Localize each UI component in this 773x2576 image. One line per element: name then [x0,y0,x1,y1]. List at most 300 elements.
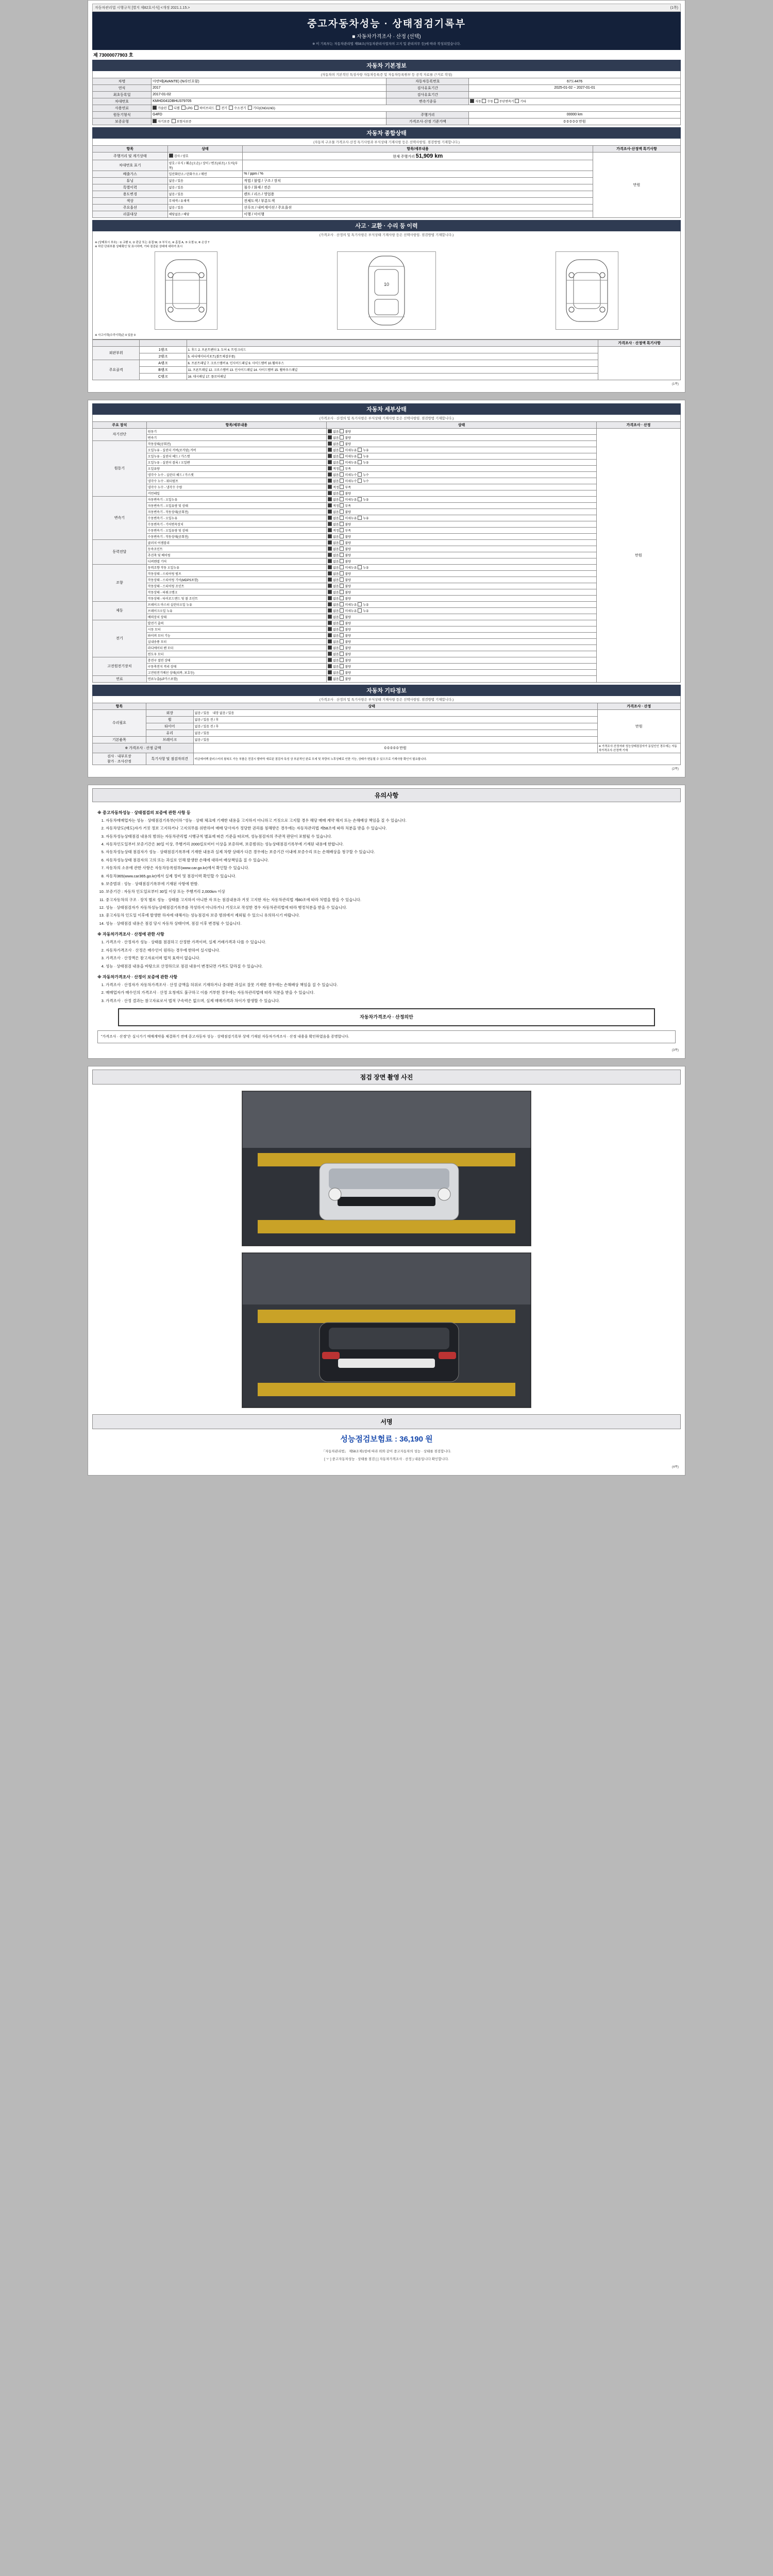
detail-item-5-0: 브레이크 마스터 실린더오일 누유 [146,601,326,607]
checkbox-detail-5-0-2[interactable] [358,602,362,606]
checkbox-detail-5-0-1[interactable] [340,602,344,606]
checkbox-detail-6-3-1[interactable] [340,639,344,643]
detail-state-opt-2-4-1: 불량 [345,523,351,527]
overall-item-6: 색상 [93,197,168,204]
notice-item: 1. 가격조사 · 산정자가 성능 · 상태를 점검하고 산정한 가격이며, 실제 거래가격과 다를 수 있습니다. [106,939,676,945]
checkbox-detail-6-3-0[interactable] [328,639,332,643]
table-row [93,171,681,177]
basic-key2-6: 가격조사·산정 기준가액 [386,118,469,125]
checkbox-detail-1-6-0[interactable] [328,479,332,483]
detail-state-opt-0-0-1: 불량 [345,430,351,434]
detail-state-opt-1-0-1: 불량 [345,443,351,446]
detail-state-8-0[interactable] [327,675,597,682]
checkbox-detail-1-7-1[interactable] [340,485,344,489]
table-row [93,614,681,620]
special-value[interactable]: 비금에어백 클러스터의 왕복도 가능 부품은 전검시 발바닥 새로된 점검자 특성 상 부분적인 완료 모세 및 차량의 노후상태로 인한 기능, 상태가 변동될 수 있으므로 기재사항 확인이 필요합니다. [193,753,680,765]
parts-col-price: 가격조사 · 산정액 특기사항 [598,340,681,346]
special-left-label [93,753,146,765]
table-row [93,657,681,663]
detail-state-1-2[interactable] [327,453,597,459]
opt-ev: 전기 [221,107,228,111]
detail-state-opt-6-4-0: 없음 [333,647,340,650]
checkbox-self-warranty[interactable] [153,119,157,123]
checkbox-detail-2-6-0[interactable] [328,534,332,538]
checkbox-detail-2-4-0[interactable] [328,522,332,526]
accident-history-note[interactable]: ※ 사고이력(수리이력)은 0 있음 0 [95,333,136,337]
detail-state-opt-6-0-1: 불량 [345,622,351,625]
section-etc-title: 자동차 기타정보 [92,685,681,696]
overall-detail-8[interactable]: 해당없음 / 해당 [167,211,243,217]
checkbox-detail-1-4-0[interactable] [328,466,332,470]
checkbox-detail-2-2-1[interactable] [340,510,344,514]
overall-item-4: 특별이력 [93,184,168,191]
detail-state-4-4[interactable] [327,589,597,595]
document-number-label: 제 [93,52,98,58]
checkbox-fuel-etc[interactable] [248,106,252,110]
checkbox-detail-7-0-0[interactable] [328,658,332,662]
photos-title: 점검 장면 촬영 사진 [92,1070,681,1084]
detail-state-opt-3-2-1: 불량 [345,554,351,557]
checkbox-detail-1-3-0[interactable] [328,460,332,464]
checkbox-detail-1-1-1[interactable] [340,448,344,452]
basic-val-2: 2017-01-02 [152,91,386,98]
checkbox-detail-4-2-0[interactable] [328,578,332,582]
checkbox-detail-4-0-2[interactable] [358,565,362,569]
detail-item-4-0: 동력조향 작동 오일누유 [146,564,326,570]
overall-detail-2[interactable]: 일산화탄소 / 탄화수소 / 매연 [167,171,243,177]
checkbox-detail-5-1-1[interactable] [340,608,344,613]
detail-state-1-3[interactable] [327,459,597,465]
detail-state-6-5[interactable] [327,651,597,657]
etc-sub-2: 타이어 [146,723,193,730]
detail-state-opt-1-2-0: 없음 [333,455,340,459]
table-row [93,105,681,111]
detail-item-1-3: 오일누유 - 실린더 블록 / 오일팬 [146,459,326,465]
checkbox-detail-6-4-0[interactable] [328,646,332,650]
transmission-options[interactable] [469,98,681,105]
detail-state-opt-1-4-0: 적정 [333,467,340,471]
detail-price-cell: 만원 [596,428,680,682]
detail-state-opt-3-3-0: 없음 [333,560,340,564]
checkbox-detail-6-1-1[interactable] [340,627,344,631]
section-accident-note: (가격조사 · 산정의 및 특기사항은 부식상태 기재사항 등은 선택사항임. 점검방법 기재합니다.) [92,231,681,238]
detail-state-1-0[interactable] [327,440,597,447]
checkbox-hybrid[interactable] [194,106,198,110]
svg-text:10: 10 [383,281,390,287]
checkbox-detail-6-0-0[interactable] [328,621,332,625]
detail-group-0: 자기진단 [93,428,147,440]
checkbox-ev[interactable] [216,106,220,110]
detail-item-2-3: 수동변속기 - 오일누유 [146,515,326,521]
checkbox-detail-1-0-0[interactable] [328,442,332,446]
detail-state-opt-1-5-0: 없음 [333,473,340,477]
checkbox-detail-8-0-0[interactable] [328,676,332,681]
basic-info-table [92,78,681,125]
detail-state-3-1[interactable] [327,546,597,552]
detail-state-opt-0-1-1: 불량 [345,436,351,440]
detail-state-4-5[interactable] [327,595,597,601]
detail-state-opt-6-0-0: 없음 [333,622,340,625]
inspection-fee-value: 36,190 원 [399,1435,433,1444]
checkbox-detail-1-3-1[interactable] [340,460,344,464]
overall-note-7: 선루프 / 내비게이션 / 주요옵션 [243,204,593,211]
detail-state-opt-6-1-1: 불량 [345,628,351,632]
checkbox-detail-6-2-0[interactable] [328,633,332,637]
document-number-row [92,50,681,60]
checkbox-detail-5-1-0[interactable] [328,608,332,613]
checkbox-detail-2-3-1[interactable] [340,516,344,520]
checkbox-detail-1-1-2[interactable] [358,448,362,452]
notice-list-3 [97,982,676,1004]
checkbox-detail-1-2-0[interactable] [328,454,332,458]
checkbox-detail-2-6-1[interactable] [340,534,344,538]
checkbox-detail-1-3-2[interactable] [358,460,362,464]
detail-state-0-0[interactable] [327,428,597,434]
detail-state-1-1[interactable] [327,447,597,453]
checkbox-detail-4-1-0[interactable] [328,571,332,575]
notice-item: 9. 보증범위 : 성능 · 상태점검기록부에 기재된 사항에 한함. [106,881,676,887]
checkbox-detail-2-3-2[interactable] [358,516,362,520]
checkbox-detail-4-5-0[interactable] [328,596,332,600]
detail-item-8-0: 연료누출(LP가스포함) [146,675,326,682]
checkbox-detail-5-1-2[interactable] [358,608,362,613]
fuel-options[interactable] [152,105,681,111]
checkbox-detail-7-1-1[interactable] [340,664,344,668]
checkbox-detail-1-0-1[interactable] [340,442,344,446]
table-row [93,184,681,191]
checkbox-detail-2-5-1[interactable] [340,528,344,532]
etc-val-4[interactable]: 없음 / 있음 [193,736,597,743]
checkbox-detail-3-3-1[interactable] [340,559,344,563]
detail-state-6-1[interactable] [327,626,597,632]
checkbox-detail-7-2-1[interactable] [340,670,344,674]
document-subtitle: ■ 자동차가격조사 · 산정 (선택) [352,34,421,40]
table-row [93,373,681,380]
checkbox-detail-1-5-1[interactable] [340,472,344,477]
overall-detail-5[interactable]: 없음 / 있음 [167,191,243,197]
detail-state-opt-1-5-2: 누수 [363,473,369,477]
overall-detail-1[interactable]: 양호 / 부식 / 훼손(오손) / 상이 / 변조(위조) / 도어(부착) [167,160,243,171]
etc-val-text-0: 없음 / 있음 [194,712,210,716]
detail-item-7-0: 충전구 절연 상태 [146,657,326,663]
table-row [93,78,681,84]
checkbox-detail-2-5-0[interactable] [328,528,332,532]
detail-state-opt-3-3-1: 불량 [345,560,351,564]
overall-note-8: 이행 / 미이행 [243,211,593,217]
table-row [93,632,681,638]
detail-state-5-1[interactable] [327,607,597,614]
detail-item-3-0: 클러치 어셈블리 [146,539,326,546]
checkbox-detail-1-4-1[interactable] [340,466,344,470]
checkbox-detail-6-1-0[interactable] [328,627,332,631]
detail-state-1-7[interactable] [327,484,597,490]
checkbox-detail-1-5-0[interactable] [328,472,332,477]
detail-state-opt-3-1-1: 불량 [345,548,351,551]
notice-list-2 [97,939,676,970]
detail-item-2-2: 자동변속기 - 작동상태(공회전) [146,509,326,515]
detail-state-2-4[interactable] [327,521,597,527]
checkbox-detail-2-4-1[interactable] [340,522,344,526]
table-row [93,111,681,118]
etc-val-2[interactable]: 없음 / 있음 전 / 후 [193,723,597,730]
checkbox-detail-6-5-0[interactable] [328,652,332,656]
checkbox-detail-1-2-1[interactable] [340,454,344,458]
checkbox-detail-8-0-1[interactable] [340,676,344,681]
car-diagram-center [337,251,436,330]
checkbox-detail-5-0-0[interactable] [328,602,332,606]
checkbox-detail-6-4-1[interactable] [340,646,344,650]
basic-val-0: 아반떼(AVANTE) (N라인포함) [152,78,386,84]
detail-state-opt-5-1-2: 누유 [363,609,369,613]
detail-state-0-1[interactable] [327,434,597,440]
checkbox-lpg[interactable] [181,106,186,110]
etc-val-0[interactable] [193,709,597,716]
overall-detail-4[interactable]: 없음 / 있음 [167,184,243,191]
table-row [93,533,681,539]
opt-trans-etc: 기타 [520,100,526,104]
detail-state-5-0[interactable] [327,601,597,607]
detail-state-1-6[interactable] [327,478,597,484]
checkbox-detail-1-6-1[interactable] [340,479,344,483]
basic-key2-1: 검사유효기간 [386,84,469,91]
checkbox-gasoline[interactable] [153,106,157,110]
detail-state-7-2[interactable] [327,669,597,675]
detail-item-4-3: 작동상태 - 스티어링 조인트 [146,583,326,589]
checkbox-detail-2-2-0[interactable] [328,510,332,514]
detail-state-4-2[interactable] [327,577,597,583]
detail-state-opt-4-0-0: 없음 [333,566,340,570]
overall-item-0: 주행거리 및 계기상태 [93,152,168,160]
detail-state-2-2[interactable] [327,509,597,515]
etc-key-0: 수리필요 [93,709,146,736]
basic-val2-5: 00000 km [469,111,681,118]
checkbox-detail-1-8-0[interactable] [328,491,332,495]
checkbox-detail-4-1-1[interactable] [340,571,344,575]
checkbox-detail-4-3-0[interactable] [328,584,332,588]
detail-item-2-4: 수동변속기 - 기어변속장치 [146,521,326,527]
detail-state-3-3[interactable] [327,558,597,564]
checkbox-detail-7-2-0[interactable] [328,670,332,674]
checkbox-detail-3-3-0[interactable] [328,559,332,563]
opt-manual: 수동 [487,100,494,104]
basic-key-1: 연식 [93,84,152,91]
detail-state-6-4[interactable] [327,645,597,651]
checkbox-mileage-ok[interactable] [169,154,173,158]
table-row [93,84,681,91]
checkbox-detail-3-0-1[interactable] [340,540,344,545]
detail-state-opt-5-0-1: 미세누유 [345,603,358,607]
checkbox-manual[interactable] [482,99,486,103]
checkbox-detail-4-0-0[interactable] [328,565,332,569]
checkbox-detail-5-2-1[interactable] [340,615,344,619]
detail-item-2-5: 수동변속기 - 오일유량 및 상태 [146,527,326,533]
checkbox-detail-4-4-0[interactable] [328,590,332,594]
checkbox-detail-2-0-1[interactable] [340,497,344,501]
detail-state-opt-5-0-2: 누유 [363,603,369,607]
detail-item-0-1: 변속기 [146,434,326,440]
document-description: ※ 이 기록부는 자동차관리법 제58조(자동차관리사업자의 고지 및 관리의무 등)에 따라 작성되었습니다. [312,42,461,46]
table-row [93,595,681,601]
detail-state-1-4[interactable] [327,465,597,471]
parts-items-2: 6. 프론트패널 7. 크로스멤버 8. 인사이드패널 9. 사이드멤버 10.휠하우스 [187,360,598,366]
detail-group-8: 연료 [93,675,147,682]
checkbox-detail-1-6-2[interactable] [358,479,362,483]
detail-state-opt-8-0-1: 불량 [345,678,351,682]
table-row [93,478,681,484]
checkbox-auto[interactable] [470,99,474,103]
basic-val2-2 [469,91,681,98]
etc-val-3[interactable]: 없음 / 있음 [193,730,597,736]
checkbox-detail-7-0-1[interactable] [340,658,344,662]
overall-item-2: 배출가스 [93,171,168,177]
checkbox-detail-2-3-0[interactable] [328,516,332,520]
notice-body [92,802,681,1046]
table-row [93,152,681,160]
detail-state-opt-3-0-0: 없음 [333,541,340,545]
checkbox-detail-0-1-0[interactable] [328,435,332,439]
section-overall-title: 자동차 종합상태 [92,127,681,139]
detail-item-0-0: 원동기 [146,428,326,434]
detail-state-7-0[interactable] [327,657,597,663]
checkbox-detail-1-5-2[interactable] [358,472,362,477]
checkbox-detail-6-2-1[interactable] [340,633,344,637]
detail-state-opt-2-3-2: 누유 [363,517,369,520]
etc-val-1[interactable]: 없음 / 있음 전 / 후 [193,716,597,723]
page-footer-4: (4쪽) [671,1466,679,1469]
detail-state-opt-4-0-2: 누유 [363,566,369,570]
detail-item-4-1: 작동상태 - 스티어링 펌프 [146,570,326,577]
detail-group-1: 원동기 [93,440,147,496]
detail-state-7-1[interactable] [327,663,597,669]
table-row [93,558,681,564]
table-row [93,118,681,125]
detail-state-opt-1-4-1: 부족 [345,467,351,471]
checkbox-detail-2-0-0[interactable] [328,497,332,501]
detail-state-5-2[interactable] [327,614,597,620]
table-row [93,428,681,434]
detail-state-6-3[interactable] [327,638,597,645]
detail-state-1-8[interactable] [327,490,597,496]
table-row [93,645,681,651]
detail-state-2-3[interactable] [327,515,597,521]
checkbox-detail-3-0-0[interactable] [328,540,332,545]
detail-state-opt-5-1-1: 미세누유 [345,609,358,613]
checkbox-detail-1-8-1[interactable] [340,491,344,495]
checkbox-diesel[interactable] [169,106,173,110]
detail-state-1-5[interactable] [327,471,597,478]
etc-val2-0: 없음 / 있음 [220,712,234,716]
checkbox-detail-4-3-1[interactable] [340,584,344,588]
overall-detail-3[interactable]: 없음 / 있음 [167,177,243,184]
checkbox-cvt[interactable] [494,99,498,103]
checkbox-detail-3-2-0[interactable] [328,553,332,557]
detail-state-6-2[interactable] [327,632,597,638]
table-row [93,723,681,730]
overall-item-8: 리콜대상 [93,211,168,217]
detail-item-6-2: 와이퍼 모터 기능 [146,632,326,638]
detail-state-4-1[interactable] [327,570,597,577]
checkbox-detail-2-1-0[interactable] [328,503,332,507]
document-number-value: 73000077903 [99,52,128,58]
accident-legend-line2: ※ 하단 단위부품 상태확인 및 표시하며, 기타 점검된 상태에 대하여 표시 [95,245,183,248]
detail-col-0: 주요 장치 [93,421,147,428]
basic-val-3: KMHD041DBHU379705 [152,98,386,105]
table-row [93,638,681,645]
notice-s3-title: ※ 자동차가격조사 · 산정이 보증에 관한 사항 [97,974,178,979]
checkbox-detail-6-5-1[interactable] [340,652,344,656]
detail-state-opt-8-0-0: 없음 [333,678,340,682]
detail-state-opt-6-5-0: 없음 [333,653,340,656]
checkbox-detail-3-2-1[interactable] [340,553,344,557]
table-row [93,465,681,471]
detail-state-3-0[interactable] [327,539,597,546]
checkbox-detail-6-0-1[interactable] [340,621,344,625]
detail-state-opt-1-1-0: 없음 [333,449,340,452]
detail-state-2-6[interactable] [327,533,597,539]
checkbox-detail-4-0-1[interactable] [340,565,344,569]
overall-detail-7[interactable]: 없음 / 있음 [167,204,243,211]
checkbox-detail-0-0-1[interactable] [340,429,344,433]
overall-note-label-0: 현재 주행거리 [393,155,415,159]
checkbox-detail-0-1-1[interactable] [340,435,344,439]
checkbox-detail-1-1-0[interactable] [328,448,332,452]
checkbox-detail-3-1-1[interactable] [340,547,344,551]
detail-state-opt-2-3-0: 없음 [333,517,340,520]
table-row [93,607,681,614]
table-row [93,459,681,465]
checkbox-detail-1-7-0[interactable] [328,485,332,489]
detail-state-2-0[interactable] [327,496,597,502]
overall-detail-text-0: 검사 / 양호 [174,155,189,159]
warranty-options[interactable] [152,118,386,125]
basic-val2-1: 2025-01-02 ~ 2027-01-01 [469,84,681,91]
etc-key2-0: 내장 [212,712,219,716]
checkbox-insurer-warranty[interactable] [172,119,176,123]
detail-item-4-2: 작동상태 - 스티어링 기어(MDPS포함) [146,577,326,583]
car-diagrams [95,248,678,333]
checkbox-detail-5-2-0[interactable] [328,615,332,619]
detail-state-2-5[interactable] [327,527,597,533]
checkbox-trans-etc[interactable] [515,99,519,103]
checkbox-detail-7-1-0[interactable] [328,664,332,668]
basic-val-5: G4FD [152,111,386,118]
car-side-left-svg [155,252,217,329]
checkbox-detail-3-1-0[interactable] [328,547,332,551]
detail-state-opt-1-3-0: 없음 [333,461,340,465]
checkbox-detail-2-0-2[interactable] [358,497,362,501]
detail-state-2-1[interactable] [327,502,597,509]
checkbox-detail-1-2-2[interactable] [358,454,362,458]
checkbox-detail-0-0-0[interactable] [328,429,332,433]
checkbox-detail-4-2-1[interactable] [340,578,344,582]
overall-detail-6[interactable]: 무채색 / 유채색 [167,197,243,204]
detail-state-4-0[interactable] [327,564,597,570]
detail-state-6-0[interactable] [327,620,597,626]
detail-state-opt-2-5-0: 적정 [333,529,340,533]
detail-state-3-2[interactable] [327,552,597,558]
table-row [93,471,681,478]
overall-detail-0[interactable] [167,152,243,160]
table-row [93,577,681,583]
checkbox-hydrogen[interactable] [229,106,233,110]
detail-state-opt-4-1-1: 불량 [345,572,351,576]
detail-state-4-3[interactable] [327,583,597,589]
parts-col-group [93,340,140,346]
etc-sub-1: 휠 [146,716,193,723]
checkbox-detail-4-5-1[interactable] [340,596,344,600]
checkbox-detail-2-1-1[interactable] [340,503,344,507]
checkbox-detail-4-4-1[interactable] [340,590,344,594]
